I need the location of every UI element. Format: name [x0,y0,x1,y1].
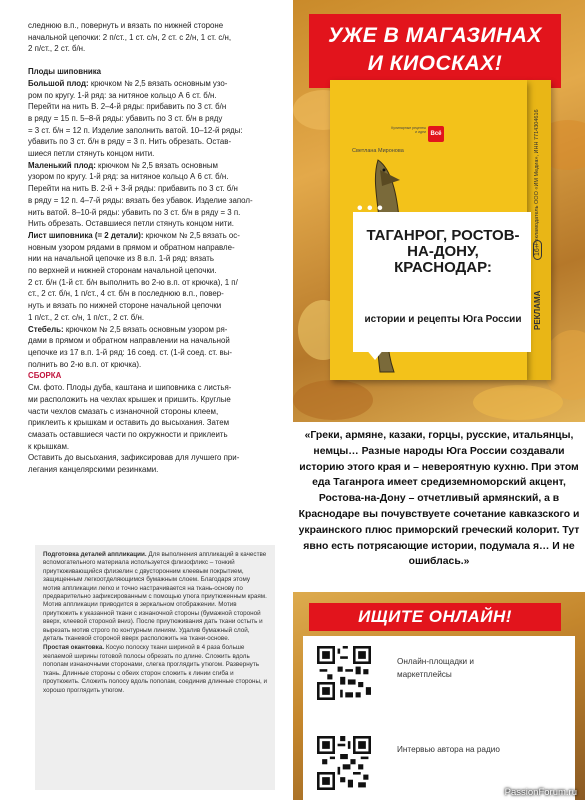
intro-line: начальной цепочки: 2 п/ст., 1 ст. с/н, 2 ст. с 2/н, 1 ст. с/н, [28,32,232,42]
series-subtitle: Кулинарные рецепты и идеи [391,126,426,134]
assembly-title: СБОРКА [28,371,62,381]
big-fruit-line: крючком № 2,5 вязать основным узо- [90,78,228,88]
qr-panel [303,636,575,800]
series-logo: Всё [428,126,444,142]
big-fruit-line: в ряду = 15 п. 5–8-й ряды: убавить по 3 ст. б/н в ряду [28,113,223,123]
advertiser-note: Рекламодатель ООО «ИМ Медиа», ИНН 7714304616 [534,109,540,245]
big-fruit-label: Большой плод: [28,78,89,88]
leaf-line: нии на начальной цепочке из 8 в.п. 1-й ряд: вязать [28,254,214,264]
leaf-line: крючком № 2,5 вязать ос- [145,230,240,240]
stem-label: Стебель: [28,324,64,334]
assembly-line: к крышкам. [28,441,70,451]
speech-bubble-tail [365,348,385,360]
leaf-line: нуть и вязать по нижней стороне начальной цепочки [28,301,222,311]
leaf-label: Лист шиповника (= 2 детали): [28,230,144,240]
leaf-decoration [473,385,563,420]
big-fruit-line: Перейти на нить В. 2–4-й ряды: прибавить по 3 ст. б/н [28,102,227,112]
qr-code-radio[interactable] [315,734,369,788]
site-watermark: PassionForum.ru [504,787,577,798]
book-quote [293,422,585,592]
book-author: Светлана Миронова [352,148,404,154]
promo-banner [309,14,561,88]
big-fruit-line: убавить по 3 ст. б/н в ряду = 3 п. Нить обрезать. Остав- [28,137,232,147]
big-fruit-line: = 3 ст. б/н = 12 п. Изделие заполнить ватой. 10–12-й ряды: [28,125,243,135]
intro-line: 2 п/ст., 2 ст. б/н. [28,44,86,54]
assembly-line: приклеить к крышкам и оставить до высыхания. Затем [28,418,230,428]
small-fruit-line: Нить обрезать. Оставшиеся петли стянуть концом нити. [28,219,234,229]
assembly-line: смазать оставшиеся части по окружности и приклеить [28,429,228,439]
tip-box [35,545,275,790]
qr-code-icon [317,646,371,700]
book-advertisement [293,0,585,800]
quote-text: «Греки, армяне, казаки, горцы, русские, итальянцы, немцы… Разные народы Юга России создавали историю этого края и – невероятную кухню. При этом еда Таганрога имеет средиземноморский акцент, Ростова-на-Дону – отчетливый армянский, а в Краснодаре вы почувствуете сочетание кавказского и украинского плюс приморский греческий колорит. Тут явно есть потрясающие истории, подумала я… И не ошиблась.» [298,430,580,568]
stem-line: цепочке из 17 в.п. 1-й ряд: 16 соед. ст. (1-й соед. ст. вы- [28,347,233,357]
leaf-line: 2 ст. б/н (1-й ст. б/н выполнить во 2-ю в.п. от крючка), 1 п/ [28,277,238,287]
tip-title: Простая окантовка. [43,644,105,652]
left-column [0,0,285,800]
small-fruit-line: крючком № 2,5 вязать основным [98,160,218,170]
assembly-line: ми расположить на чехлах крышек и пришить. Круглые [28,394,231,404]
assembly-line: См. фото. Плоды дуба, каштана и шиповника с листья- [28,383,232,393]
leaf-line: новным узором рядами в прямом и обратном направле- [28,242,235,252]
stem-line: полнить во 2-ю в.п. от крючка). [28,359,142,369]
tip-text: Для выполнения аппликаций в качестве вспомогательного материала используется флизофликс – тонкий приутюживающийся флизелин с двусторонним клеевым покрытием, защищенным легкоотделяющимся бумажным слоем. Благодаря этому мотив аппликации легко и точно настрачивается на ткань-основу по предварительно зафиксированным с помощью утюга приутюженным краям. Мотив аппликации приводится в зеркальном отображении. Мотив приутюжить к указанной ткани с изнаночной стороны (бумажной стороной вверх, клеевой стороной вниз). После приутюживания дать ткани остыть и вырезать мотив строго по контурным линиям. Удалив бумажный слой, деталь тканевой стороной вверх расположить на ткани-основе. [43,551,267,643]
assembly-line: части чехлов смазать с изнаночной стороны клеем, [28,406,219,416]
book-subtitle: истории и рецепты Юга России [364,314,522,325]
assembly-line: легания канцелярскими резинками. [28,465,159,475]
banner-line: И КИОСКАХ! [367,52,503,75]
bubble-dots: • • • [357,200,383,217]
small-fruit-line: нить ватой. 8–10-й ряды: убавить по 3 ст. б/н в ряду = 3 п. [28,207,241,217]
leaf-decoration [293,380,373,420]
qr-label-radio: Интервью автора на радио [397,745,500,754]
tip-paragraph [43,644,269,694]
age-rating: 16+ [533,240,542,260]
tip-paragraph [43,551,269,643]
pattern-instructions [28,20,276,476]
tip-title: Подготовка деталей аппликации. [43,551,147,558]
small-fruit-line: в ряду = 12 п. 4–7-й ряды: вязать без убавок. Изделие запол- [28,195,253,205]
big-fruit-line: ром по кругу. 1-й ряд: за нитяное кольцо А 6 ст. б/н. [28,90,217,100]
rosehip-title: Плоды шиповника [28,67,102,77]
intro-line: следнюю в.п., повернуть и вязать по нижней стороне [28,21,224,30]
leaf-line: ст., 2 ст. б/н, 1 п/ст., 4 ст. б/н в последнюю в.п., повер- [28,289,224,299]
qr-code-icon [317,736,371,790]
book-title: ТАГАНРОГ, РОСТОВ-НА-ДОНУ, КРАСНОДАР: [366,227,520,276]
small-fruit-line: узором по кругу. 1-й ряд: за нитяное кольцо А 6 ст. б/н. [28,172,229,182]
stem-line: крючком № 2,5 вязать основным узором ря- [65,324,228,334]
small-fruit-line: Перейти на нить В. 2-й + 3-й ряды: прибавить по 3 ст. б/н [28,184,238,194]
qr-label-marketplaces: Онлайн-площадки и маркетплейсы [397,657,474,679]
qr-code-marketplaces[interactable] [315,644,369,698]
leaf-line: по верхней и нижней сторонам начальной цепочки. [28,266,217,276]
assembly-line: Оставить до высыхания, зафиксировав для лучшего при- [28,453,240,463]
stem-line: дами в прямом и обратном направлении на начальной [28,336,230,346]
big-fruit-line: шиеся петли стянуть концом нити. [28,149,155,159]
search-online-banner: ИЩИТЕ ОНЛАЙН! [309,603,561,631]
leaf-line: 1 п/ст., 2 ст. с/н, 1 п/ст., 2 ст. б/н. [28,312,145,322]
spine-brand: РЕКЛАМА [533,290,542,330]
banner-line: УЖЕ В МАГАЗИНАХ [328,24,542,47]
tip-text: Косую полоску ткани шириной в 4 раза больше желаемой ширины готовой полосы обрезать по длине. Сложить вдоль пополам изнаночными сторонами, слегка проглядить утюгом. Развернуть ткань. Длинные стороны с обеих сторон сложить к линии сгиба и проутюжить. Сложить полосу вдоль пополам, соединив длинные стороны, и хорошо проглядить утюгом. [43,644,268,694]
small-fruit-label: Маленький плод: [28,160,96,170]
